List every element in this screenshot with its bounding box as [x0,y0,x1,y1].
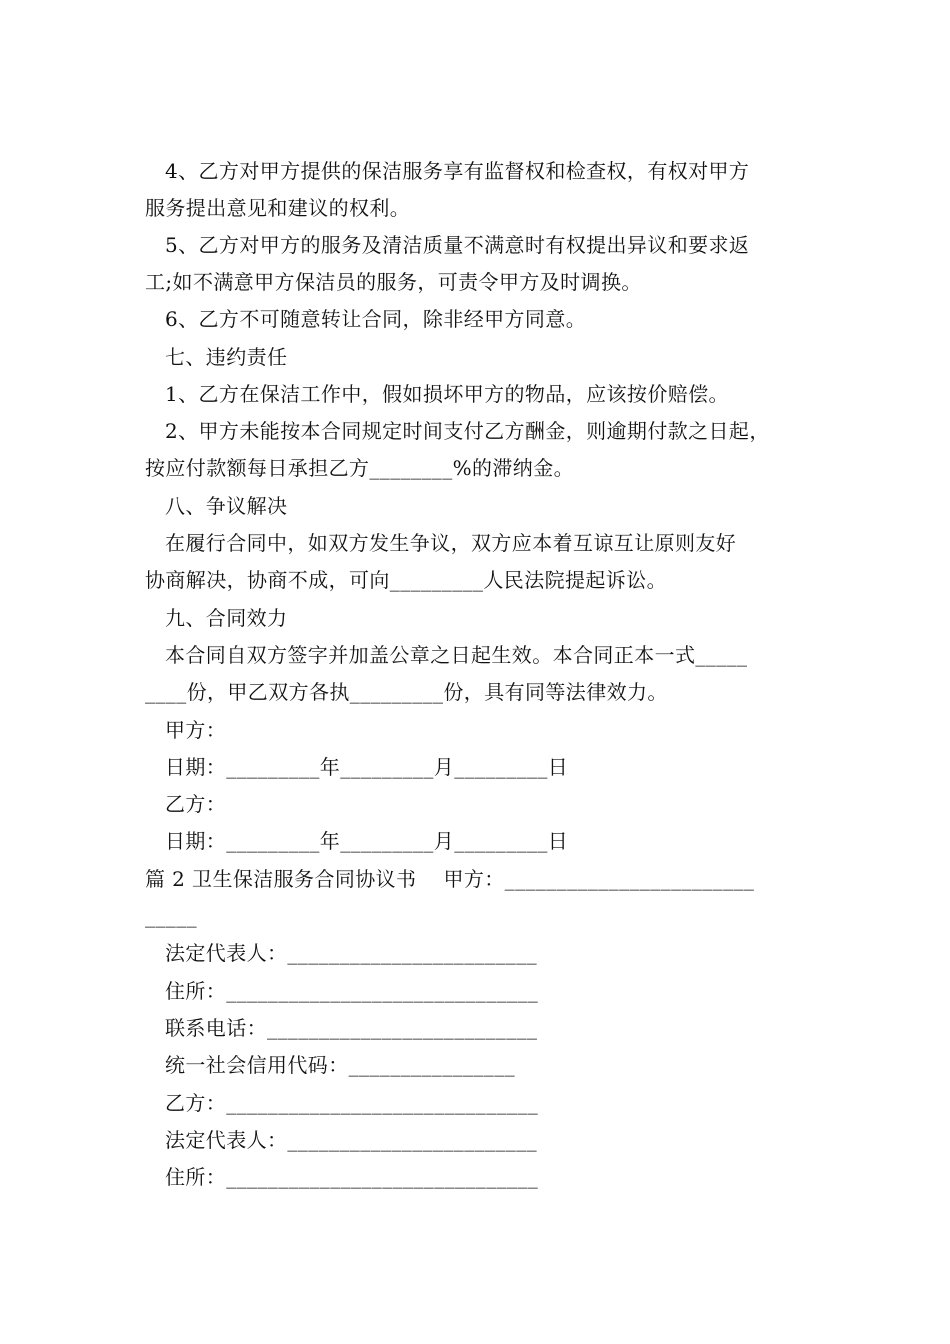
text-line: 工;如不满意甲方保洁员的服务，可责令甲方及时调换。 [145,270,642,294]
text-line: _____ [145,904,197,928]
form-field-line: 住所：______________________________ [165,1165,539,1189]
text-line: 按应付款额每日承担乙方________%的滞纳金。 [145,456,575,480]
text-line: 1、乙方在保洁工作中，假如损坏甲方的物品，应该按价赔偿。 [165,382,729,406]
date-line: 日期：_________年_________月_________日 [165,829,569,853]
text-line: 本合同自双方签字并加盖公章之日起生效。本合同正本一式_____ [165,643,748,667]
contract-2-title-line: 篇 2 卫生保洁服务合同协议书 甲方：________________________ [145,867,755,891]
party-a-label: 甲方： [165,718,227,742]
text-line: 在履行合同中，如双方发生争议，双方应本着互谅互让原则友好 [165,531,737,555]
text-line: 5、乙方对甲方的服务及清洁质量不满意时有权提出异议和要求返 [165,233,750,257]
text-line: 4、乙方对甲方提供的保洁服务享有监督权和检查权，有权对甲方 [165,159,750,183]
form-field-line: 法定代表人：________________________ [165,1128,537,1152]
text-line: 6、乙方不可随意转让合同，除非经甲方同意。 [165,307,587,331]
date-line: 日期：_________年_________月_________日 [165,755,569,779]
form-field-line: 统一社会信用代码：________________ [165,1053,515,1077]
section-heading: 九、合同效力 [165,606,288,630]
section-heading: 八、争议解决 [165,494,288,518]
party-b-label: 乙方： [165,792,227,816]
form-field-line: 住所：______________________________ [165,979,539,1003]
text-line: 协商解决，协商不成，可向_________人民法院提起诉讼。 [145,568,667,592]
text-line: ____份，甲乙双方各执_________份，具有同等法律效力。 [145,680,668,704]
text-line: 2、甲方未能按本合同规定时间支付乙方酬金，则逾期付款之日起， [165,419,770,443]
text-line: 服务提出意见和建议的权利。 [145,196,411,220]
form-field-line: 法定代表人：________________________ [165,941,537,965]
form-field-line: 乙方：______________________________ [165,1091,539,1115]
form-field-line: 联系电话：__________________________ [165,1016,538,1040]
section-heading: 七、违约责任 [165,345,288,369]
